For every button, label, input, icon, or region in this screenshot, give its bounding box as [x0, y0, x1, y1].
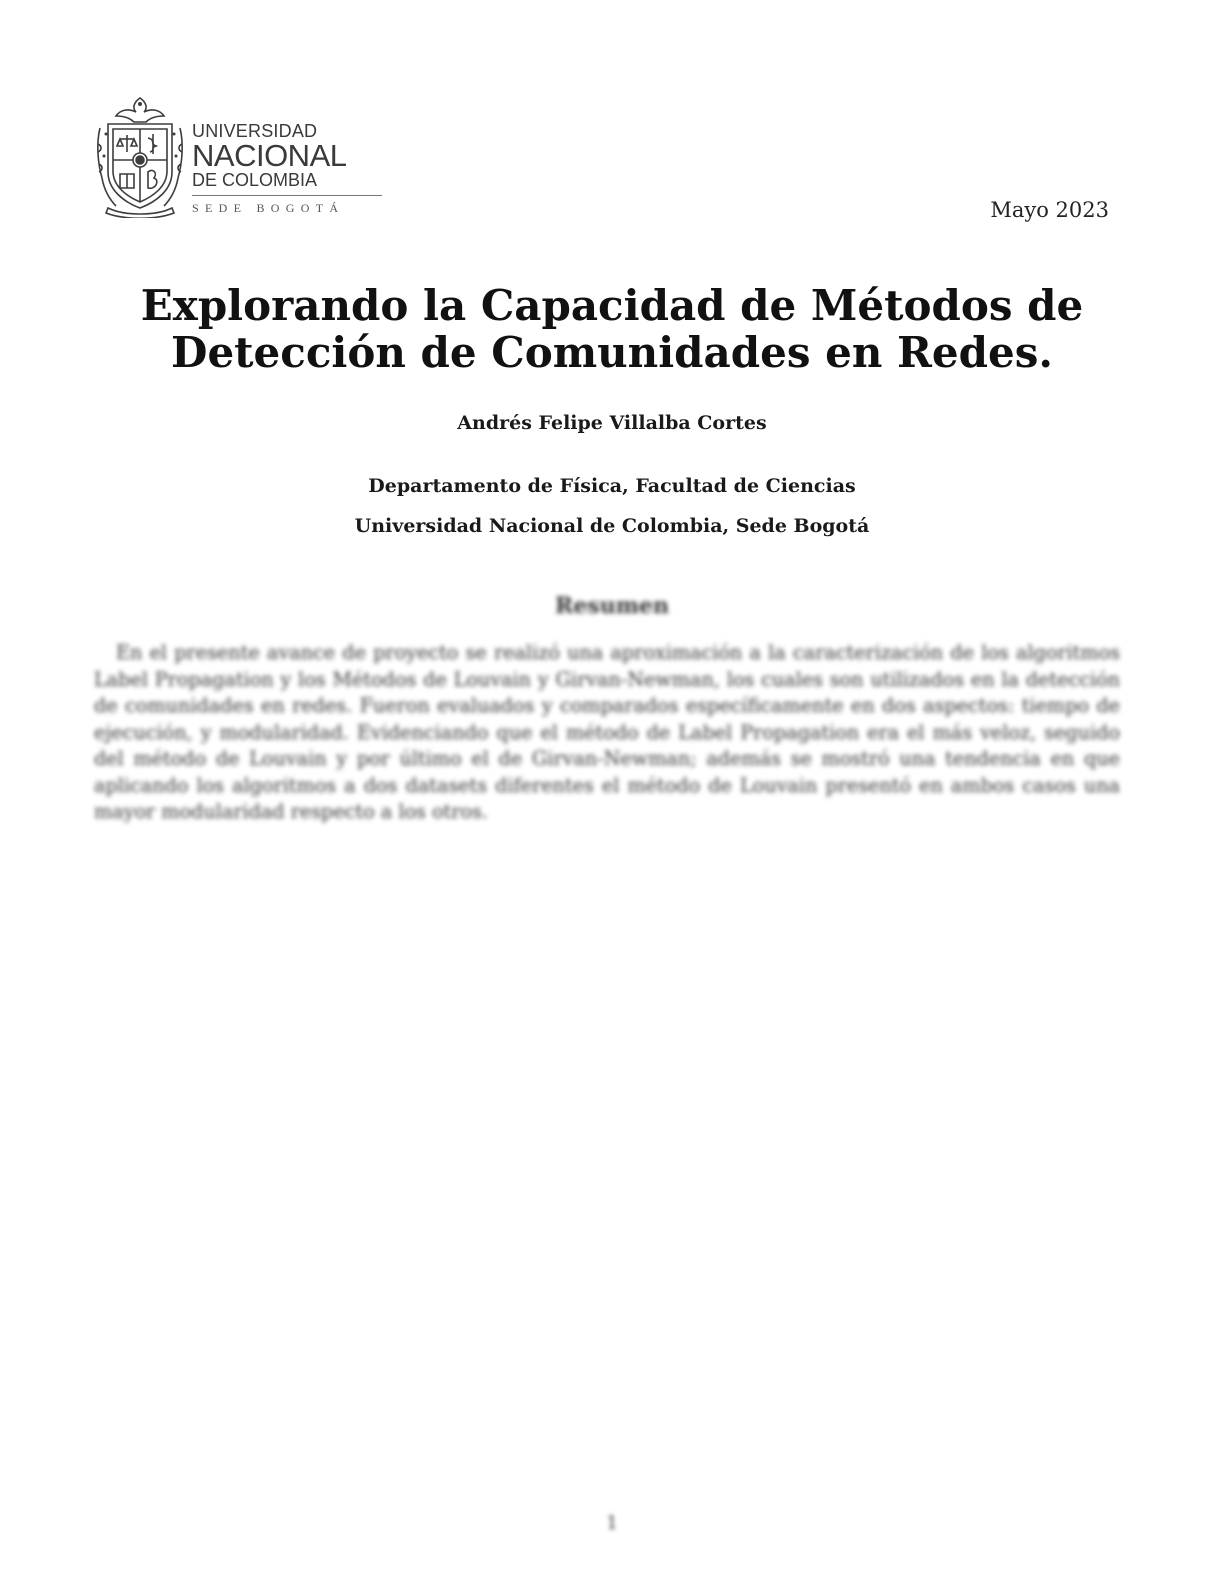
logo-line-de-colombia: DE COLOMBIA — [192, 170, 318, 190]
page-number: 1 — [605, 1512, 619, 1534]
document-date: Mayo 2023 — [990, 198, 1109, 222]
affiliation-university: Universidad Nacional de Colombia, Sede Bogotá — [354, 515, 870, 537]
university-crest-icon — [94, 94, 186, 218]
paper-title-line-2: Detección de Comunidades en Redes. — [171, 328, 1053, 377]
logo-line-universidad: UNIVERSIDAD — [192, 121, 318, 141]
university-logo-text — [192, 122, 392, 216]
paper-title-line-1: Explorando la Capacidad de Métodos de — [140, 281, 1084, 330]
university-logo — [94, 92, 394, 222]
logo-line-nacional: NACIONAL — [192, 138, 347, 173]
logo-divider — [192, 195, 382, 196]
logo-line-sede: SEDE BOGOTÁ — [192, 201, 345, 215]
abstract-body: En el presente avance de proyecto se realizó una aproximación a la caracterización de los algoritmos Label Propagation y los Métodos de Louvain y Girvan-Newman, los cuales son utilizados en la detección de comunidades en redes. Fueron evaluados y comparados específicamente en dos aspectos: tiempo de ejecución, y modularidad. Evidenciando que el método de Label Propagation era el más veloz, seguido del método de Louvain y por último el de Girvan-Newman; además se mostró una tendencia en que aplicando los algoritmos a dos datasets diferentes el método de Louvain presentó en ambos casos una mayor modularidad respecto a los otros. — [94, 641, 1120, 823]
paper-title — [100, 282, 1124, 376]
affiliation-department: Departamento de Física, Facultad de Ciencias — [368, 475, 856, 497]
abstract-heading: Resumen — [555, 593, 669, 619]
author-name: Andrés Felipe Villalba Cortes — [457, 412, 767, 434]
